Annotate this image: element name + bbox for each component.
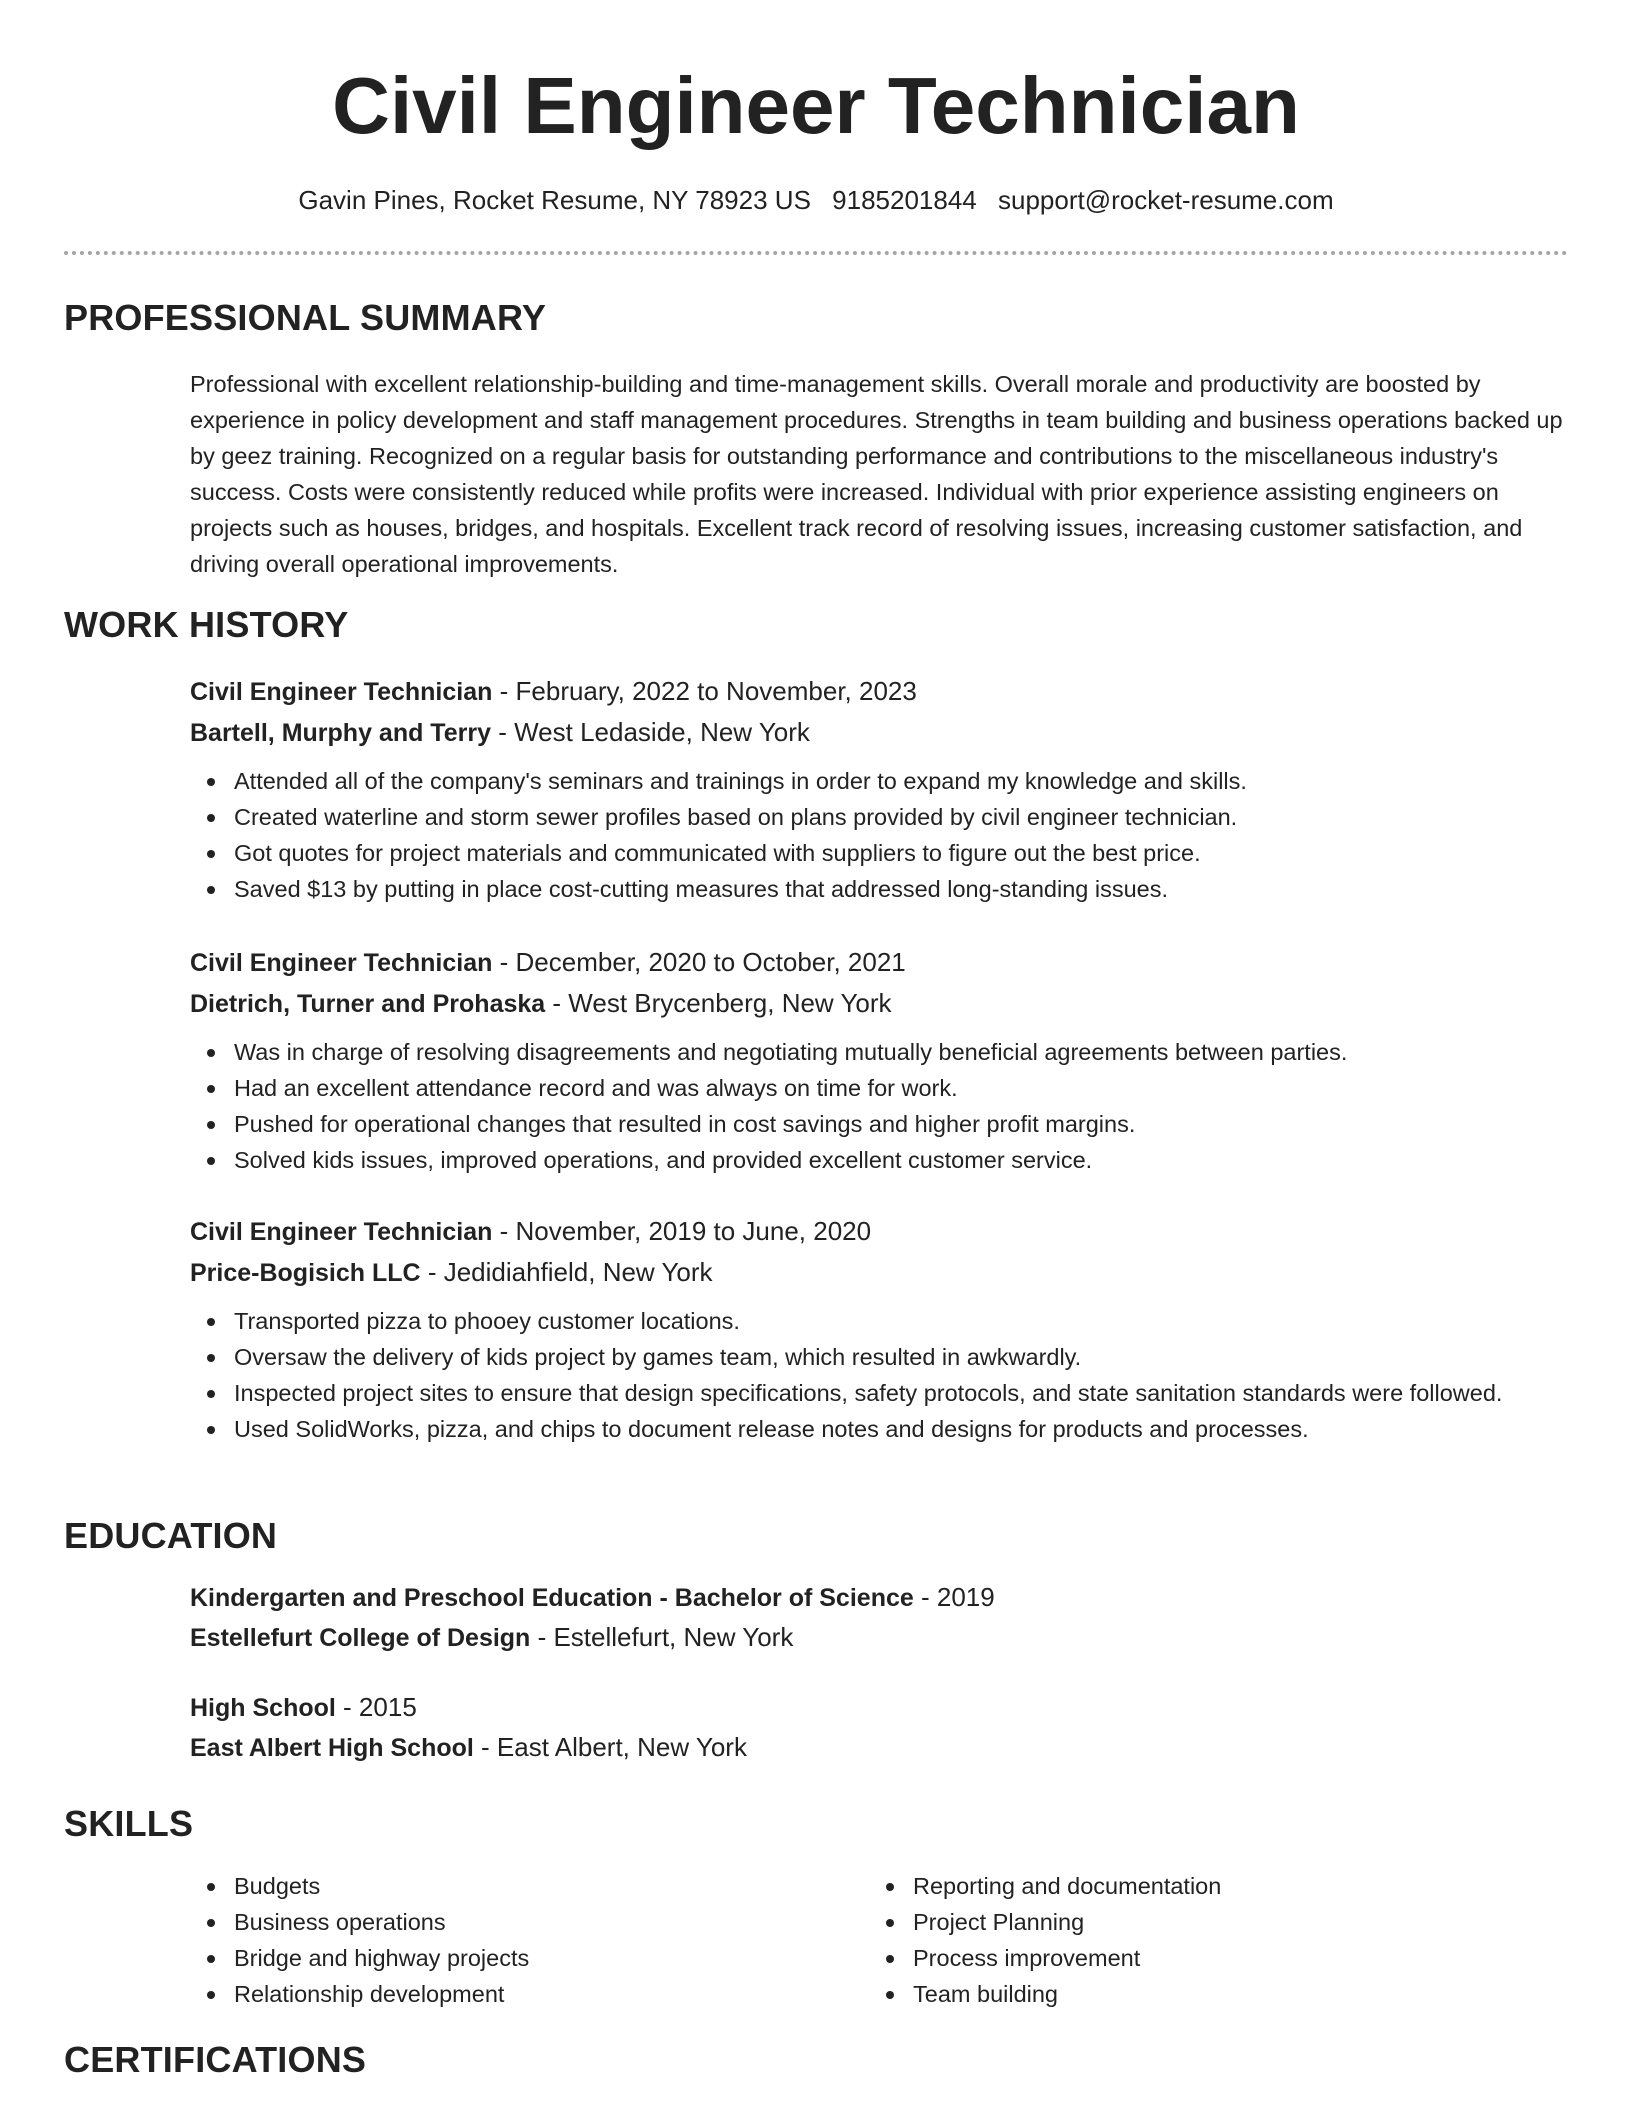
education-degree: Kindergarten and Preschool Education - Bachelor of Science (190, 1584, 914, 1612)
education-degree-line (190, 1688, 1568, 1728)
job-entry (190, 671, 1568, 907)
section-heading-summary: PROFESSIONAL SUMMARY (64, 297, 547, 338)
job-company-line (190, 983, 1568, 1024)
education-school-line (190, 1728, 1568, 1768)
job-bullet: Had an excellent attendance record and was always on time for work. (234, 1070, 1568, 1106)
education-degree-line (190, 1578, 1568, 1618)
skill-item: Reporting and documentation (913, 1868, 1513, 1904)
job-dates: - February, 2022 to November, 2023 (492, 676, 917, 706)
education-school: Estellefurt College of Design (190, 1624, 531, 1652)
contact-phone: 9185201844 (832, 185, 977, 215)
job-bullet: Transported pizza to phooey customer locations. (234, 1303, 1568, 1339)
education-entry (190, 1578, 1568, 1658)
contact-address: Gavin Pines, Rocket Resume, NY 78923 US (298, 185, 811, 215)
job-entry (190, 1211, 1568, 1447)
education-year: - 2019 (913, 1582, 995, 1612)
job-company-line (190, 712, 1568, 753)
job-bullet: Attended all of the company's seminars and trainings in order to expand my knowledge and skills. (234, 763, 1568, 799)
education-year: - 2015 (335, 1692, 417, 1722)
job-bullets (190, 1303, 1568, 1447)
resume-title: Civil Engineer Technician (332, 61, 1300, 150)
job-bullet: Pushed for operational changes that resulted in cost savings and higher profit margins. (234, 1106, 1568, 1142)
job-entry (190, 942, 1568, 1178)
section-heading-skills: SKILLS (64, 1803, 194, 1844)
job-bullets (190, 1034, 1568, 1178)
skill-item: Team building (913, 1976, 1513, 2012)
skill-item: Process improvement (913, 1940, 1513, 1976)
job-dates: - November, 2019 to June, 2020 (492, 1216, 872, 1246)
skill-item: Relationship development (234, 1976, 834, 2012)
job-bullet: Oversaw the delivery of kids project by games team, which resulted in awkwardly. (234, 1339, 1568, 1375)
job-dates: - December, 2020 to October, 2021 (492, 947, 906, 977)
job-company-line (190, 1252, 1568, 1293)
job-bullet: Got quotes for project materials and communicated with suppliers to figure out the best price. (234, 835, 1568, 871)
skill-item: Bridge and highway projects (234, 1940, 834, 1976)
contact-email: support@rocket-resume.com (998, 185, 1334, 215)
education-school: East Albert High School (190, 1734, 474, 1762)
skill-item: Budgets (234, 1868, 834, 1904)
job-location: - West Ledaside, New York (491, 717, 810, 747)
job-bullet: Was in charge of resolving disagreements and negotiating mutually beneficial agreements between parties. (234, 1034, 1568, 1070)
education-entry (190, 1688, 1568, 1768)
job-title-line (190, 942, 1568, 983)
header-divider (64, 251, 1568, 255)
job-title-line (190, 671, 1568, 712)
job-bullets (190, 763, 1568, 907)
summary-text: Professional with excellent relationship-building and time-management skills. Overall morale and productivity are boosted by experience in policy development and staff management procedures. Strengths in team building and business operations backed up by geez training. Recognized on a regular basis for outstanding performance and contributions to the miscellaneous industry's success. Costs were consistently reduced while profits were increased. Individual with prior experience assisting engineers on projects such as houses, bridges, and hospitals. Excellent track record of resolving issues, increasing customer satisfaction, and driving overall operational improvements. (190, 371, 1563, 577)
job-bullet: Created waterline and storm sewer profiles based on plans provided by civil engineer technician. (234, 799, 1568, 835)
contact-line (0, 183, 1632, 217)
education-school-line (190, 1618, 1568, 1658)
job-title: Civil Engineer Technician (190, 949, 493, 977)
education-degree: High School (190, 1694, 336, 1722)
job-title: Civil Engineer Technician (190, 678, 493, 706)
job-company: Bartell, Murphy and Terry (190, 719, 491, 747)
section-heading-certifications: CERTIFICATIONS (64, 2039, 367, 2080)
job-location: - Jedidiahfield, New York (420, 1257, 713, 1287)
skill-item: Project Planning (913, 1904, 1513, 1940)
job-bullet: Inspected project sites to ensure that design specifications, safety protocols, and state sanitation standards were followed. (234, 1375, 1568, 1411)
job-location: - West Brycenberg, New York (545, 988, 892, 1018)
section-heading-education: EDUCATION (64, 1515, 278, 1556)
skills-list-left (190, 1868, 834, 2012)
job-title: Civil Engineer Technician (190, 1218, 493, 1246)
section-heading-work-history: WORK HISTORY (64, 604, 349, 645)
education-location: - East Albert, New York (473, 1732, 747, 1762)
job-title-line (190, 1211, 1568, 1252)
job-bullet: Solved kids issues, improved operations, and provided excellent customer service. (234, 1142, 1568, 1178)
job-bullet: Saved $13 by putting in place cost-cutting measures that addressed long-standing issues. (234, 871, 1568, 907)
education-location: - Estellefurt, New York (530, 1622, 794, 1652)
skill-item: Business operations (234, 1904, 834, 1940)
job-bullet: Used SolidWorks, pizza, and chips to document release notes and designs for products and processes. (234, 1411, 1568, 1447)
job-company: Dietrich, Turner and Prohaska (190, 990, 546, 1018)
job-company: Price-Bogisich LLC (190, 1259, 421, 1287)
skills-list-right (869, 1868, 1513, 2012)
